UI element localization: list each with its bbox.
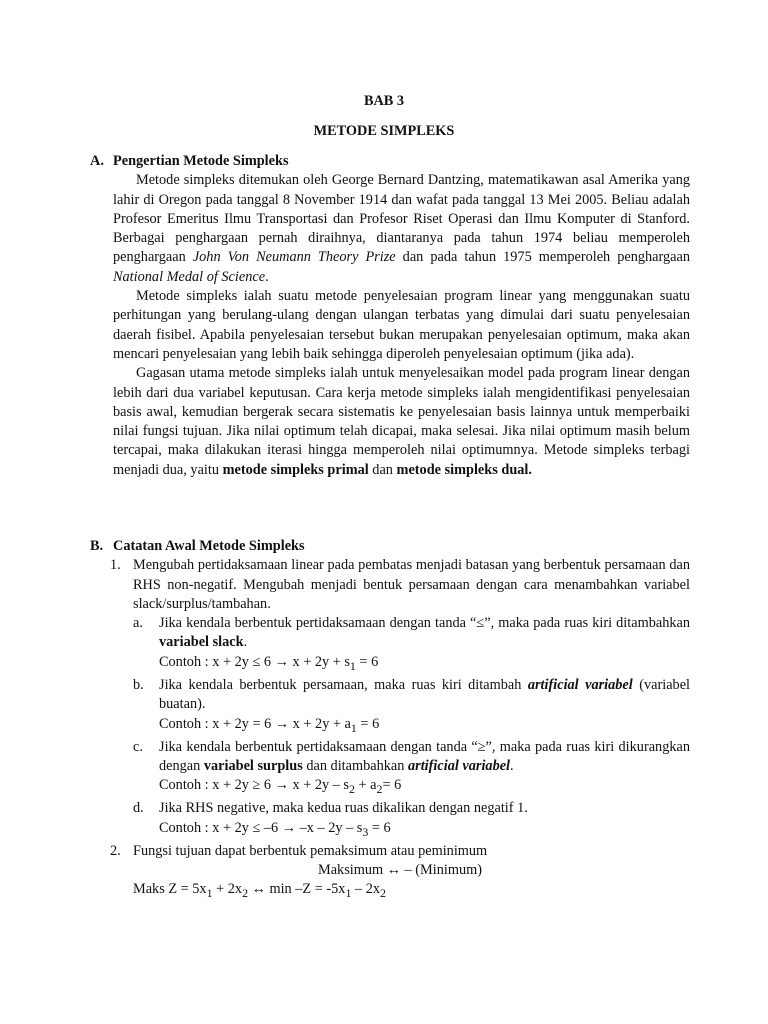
sub-item-a <box>133 614 690 676</box>
sub-item-letter: d. <box>133 800 144 817</box>
section-a-label: A. <box>90 153 104 169</box>
equivalence-rule: Maksimum ↔ – (Minimum) <box>317 862 483 879</box>
sub-item-text: Jika RHS negative, maka kedua ruas dikalikan dengan negatif 1. <box>159 800 528 817</box>
section-b <box>90 537 690 904</box>
sub-item-letter: c. <box>133 738 143 755</box>
subscript: 1 <box>350 720 357 735</box>
example-text: + a <box>354 777 377 794</box>
list-item <box>110 556 690 842</box>
sub-item-text: Jika kendala berbentuk persamaan, maka ruas kiri ditambah <box>159 676 528 693</box>
section-a-title: Pengertian Metode Simpleks <box>113 153 289 169</box>
sub-item-letter: b. <box>133 676 144 693</box>
term-surplus: variabel surplus <box>203 757 303 774</box>
subscript: 1 <box>345 886 352 901</box>
sub-item-text: Jika kendala berbentuk pertidaksamaan dengan tanda “≥”, maka pada ruas kiri dikurangkan dengan <box>159 738 690 774</box>
subscript: 2 <box>349 782 355 797</box>
term-artificial: artificial variabel <box>407 757 511 774</box>
section-b-label: B. <box>90 538 104 554</box>
example-text: = 6 <box>368 819 391 836</box>
example-line <box>159 776 690 799</box>
example-line <box>159 653 690 676</box>
formula-text: ↔ min –Z = -5x <box>248 881 346 898</box>
method-primal: metode simpleks primal <box>222 461 369 478</box>
section-a-heading <box>90 152 690 171</box>
example-text: Contoh : x + 2y ≤ 6 → x + 2y + s <box>159 653 350 670</box>
sub-item-c <box>133 738 690 800</box>
sub-item-letter: a. <box>133 615 143 632</box>
term-artificial: artificial variabel <box>527 676 633 693</box>
list-number: 1. <box>110 557 121 574</box>
list-item-text: Fungsi tujuan dapat berbentuk pemaksimum atau peminimum <box>133 842 488 859</box>
sub-item-d <box>133 799 690 841</box>
paragraph-text: Gagasan utama metode simpleks ialah untuk menyelesaikan model pada program linear dengan lebih dari dua variabel keputusan. Cara kerja metode simpleks ialah mengidentifikasi penyelesaian basis awal, kemudian bergerak secara sistematis ke penyelesaian basis lainnya untuk memperbaiki nilai fungsi tujuan. Jika nilai optimum telah dicapai, maka selesai. Jika nilai optimum masih belum tercapai, maka dilakukan iterasi hingga memperoleh nilai optimumnya. Metode simpleks terbagi menjadi dua, yaitu <box>113 365 690 478</box>
subscript: 2 <box>379 886 386 901</box>
sub-item-text: . <box>510 757 514 774</box>
objective-example <box>133 880 690 903</box>
paragraph-history <box>113 171 690 287</box>
subscript: 2 <box>376 782 383 797</box>
award-name: National Medal of Science <box>113 268 266 285</box>
example-text: Contoh : x + 2y ≤ –6 → –x – 2y – s <box>159 819 363 836</box>
example-text: = 6 <box>382 777 402 794</box>
sub-item-b <box>133 676 690 738</box>
example-text: Contoh : x + 2y = 6 → x + 2y + a <box>159 715 351 732</box>
term-slack: variabel slack <box>159 634 244 651</box>
paragraph-main-idea <box>113 364 690 480</box>
formula-text: – 2x <box>351 881 380 898</box>
sub-item-text: . <box>243 634 248 651</box>
section-b-title: Catatan Awal Metode Simpleks <box>113 538 305 554</box>
method-dual: metode simpleks dual. <box>396 461 532 478</box>
example-text: Contoh : x + 2y ≥ 6 → x + 2y – s <box>159 777 349 794</box>
example-line <box>159 715 690 738</box>
subscript: 2 <box>242 886 249 901</box>
formula-text: + 2x <box>212 881 243 898</box>
example-line <box>159 819 690 842</box>
paragraph-text: . <box>265 268 269 285</box>
paragraph-text: Metode simpleks ditemukan oleh George Bernard Dantzing, matematikawan asal Amerika yang lahir di Oregon pada tanggal 8 November 1914 dan wafat pada tanggal 13 Mei 2005. Beliau adalah Profesor Emeritus Ilmu Transportasi dan Profesor Riset Operasi dan Ilmu Komputer di Stanford. Berbagai penghargaan pernah diraihnya, diantaranya pada tahun 1974 beliau memperoleh penghargaan <box>113 172 690 266</box>
section-a <box>90 152 690 480</box>
sub-item-text: (variabel buatan). <box>159 676 691 713</box>
subscript: 1 <box>349 658 356 673</box>
example-text: = 6 <box>356 715 380 732</box>
sub-item-text: Jika kendala berbentuk pertidaksamaan dengan tanda “≤”, maka pada ruas kiri ditambahkan <box>159 615 690 632</box>
list-item <box>110 842 690 861</box>
list-item-text: Mengubah pertidaksamaan linear pada pembatas menjadi batasan yang berbentuk persamaan dan RHS non-negatif. Mengubah menjadi bentuk persamaan dengan cara menambahkan variabel slack/surplus/tambahan. <box>133 557 690 612</box>
subscript: 3 <box>362 824 369 839</box>
award-name: John Von Neumann Theory Prize <box>192 249 396 266</box>
example-text: = 6 <box>355 653 379 670</box>
paragraph-definition: Metode simpleks ialah suatu metode penyelesaian program linear yang menggunakan suatu perhitungan yang berulang-ulang dengan ulangan terbatas yang dimulai dari suatu penyelesaian daerah fisibel. Apabila penyelesaian tersebut bukan merupakan penyelesaian optimum, maka akan mencari penyelesaian yang lebih baik sehingga diperoleh penyelesaian optimum (jika ada). <box>113 288 690 362</box>
sub-item-text: dan ditambahkan <box>302 757 408 774</box>
paragraph-text: dan pada tahun 1975 memperoleh penghargaan <box>395 249 691 266</box>
page-title: METODE SIMPLEKS <box>313 123 455 139</box>
formula-text: Maks Z = 5x <box>133 881 207 898</box>
chapter-label: BAB 3 <box>363 93 405 109</box>
subscript: 1 <box>206 886 213 901</box>
list-number: 2. <box>110 842 121 859</box>
section-b-heading <box>90 537 690 556</box>
paragraph-text: dan <box>368 461 397 478</box>
